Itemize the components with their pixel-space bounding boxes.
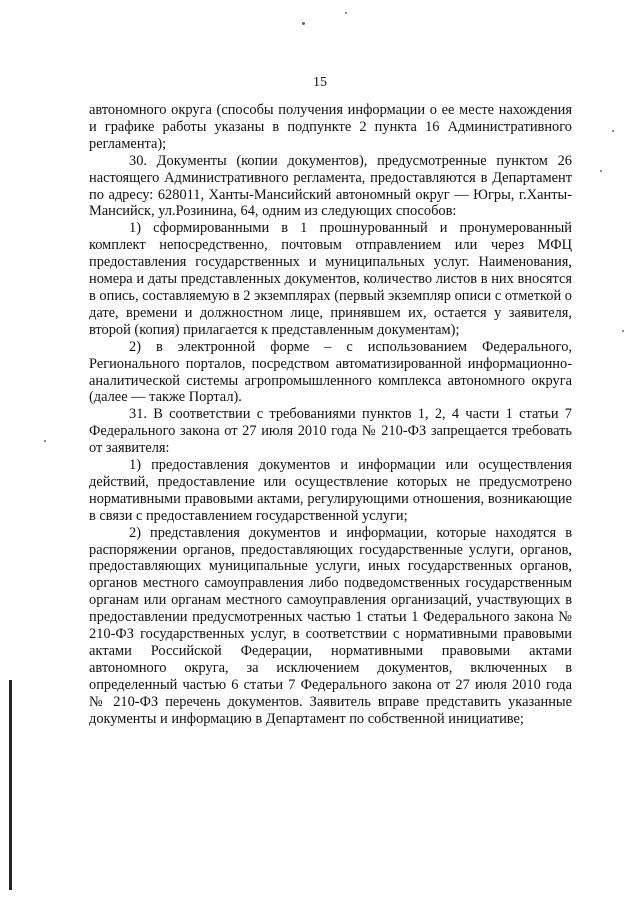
- paragraph-prohibition-2: 2) представления документов и информации, которые находятся в распоряжении органов, предоставляющих государственные услуги, органов, предоставляющих муниципальные услуги, иных государственных органов, органов местного самоуправления либо подведомственных государственным органам или органам местного самоуправления организаций, участвующих в предоставлении предусмотренных частью 1 статьи 1 Федерального закона № 210-ФЗ государственных услуг, в соответствии с нормативными правовыми актами Российской Федерации, нормативными правовыми актами автономного округа, за исключением документов, включенных в определенный частью 6 статьи 7 Федерального закона от 27 июля 2010 года № 210-ФЗ перечень документов. Заявитель вправе представить указанные документы и информацию в Департамент по собственной инициативе;: [89, 524, 572, 727]
- scan-speck: [345, 12, 347, 14]
- document-body: [89, 102, 572, 728]
- paragraph-continuation: автономного округа (способы получения информации о ее месте нахождения и графике работы указаны в подпункте 2 пункта 16 Административного регламента);: [89, 102, 572, 152]
- paragraph-subitem-2: 2) в электронной форме – с использованием Федерального, Регионального порталов, посредством автоматизированной информационно-аналитической системы агропромышленного комплекса автономного округа (далее — также Портал).: [89, 338, 572, 406]
- paragraph-item-30: 30. Документы (копии документов), предусмотренные пунктом 26 настоящего Административного регламента, предоставляются в Департамент по адресу: 628011, Ханты-Мансийский автономный округ — Югры, г.Ханты-Мансийск, ул.Розинина, 64, одним из следующих способов:: [89, 152, 572, 220]
- paragraph-subitem-1: 1) сформированными в 1 прошнурованный и пронумерованный комплект непосредственно, почтовым отправлением или через МФЦ предоставления государственных и муниципальных услуг. Наименования, номера и даты представленных документов, количество листов в них вносятся в опись, составляемую в 2 экземплярах (первый экземпляр описи с отметкой о дате, времени и должностном лице, принявшем их, остается у заявителя, второй (копия) прилагается к представленным документам);: [89, 220, 572, 338]
- scan-speck: [600, 170, 602, 172]
- paragraph-prohibition-1: 1) предоставления документов и информации или осуществления действий, предоставление или осуществление которых не предусмотрено нормативными правовыми актами, регулирующими отношения, возникающие в связи с предоставлением государственной услуги;: [89, 457, 572, 524]
- scan-speck: [44, 440, 46, 442]
- scan-speck: [612, 130, 614, 132]
- paragraph-item-31: 31. В соответствии с требованиями пунктов 1, 2, 4 части 1 статьи 7 Федерального закона от 27 июля 2010 года № 210-ФЗ запрещается требовать от заявителя:: [89, 406, 572, 457]
- scan-edge-mark: [9, 680, 12, 890]
- page-number: 15: [313, 75, 327, 90]
- scan-speck: [302, 22, 305, 25]
- scan-speck: [622, 330, 624, 332]
